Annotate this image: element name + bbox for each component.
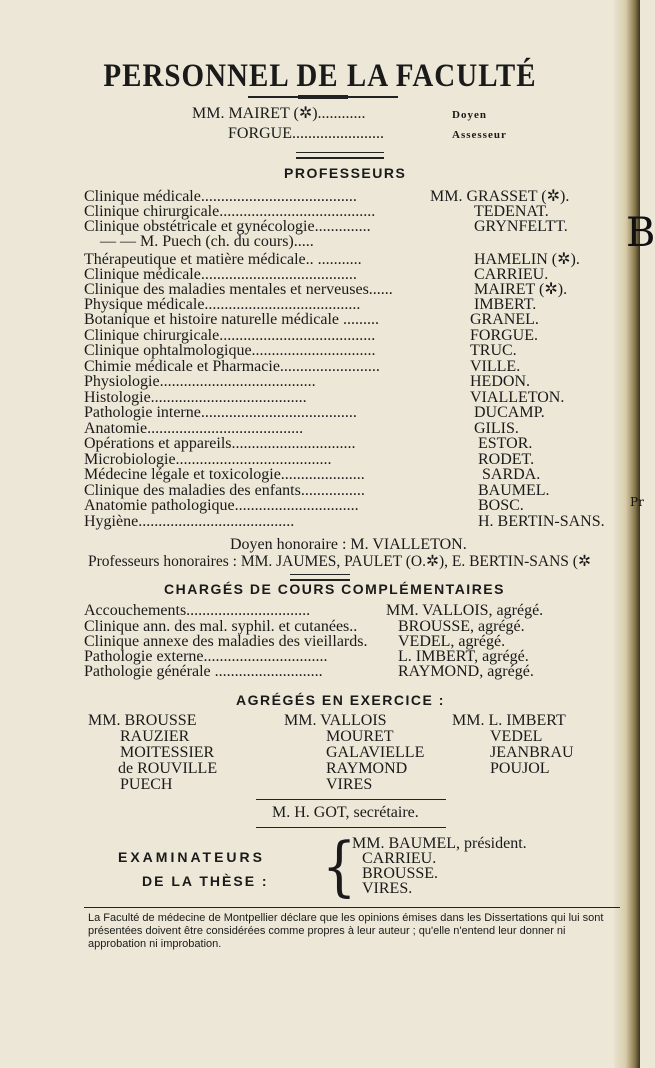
- professor-name: HEDON.: [470, 373, 530, 390]
- agrege-name: VEDEL: [490, 728, 543, 745]
- page-title: PERSONNEL DE LA FACULTÉ: [103, 58, 537, 94]
- course-label: Accouchements...............................: [84, 602, 311, 619]
- course-lecturer: RAYMOND, agrégé.: [398, 663, 534, 680]
- examiner-name: CARRIEU.: [362, 850, 437, 867]
- agrege-name: MOURET: [326, 728, 394, 745]
- chair-label: Clinique médicale.......................................: [84, 188, 357, 205]
- agreges-heading: AGRÉGÉS EN EXERCICE :: [236, 692, 445, 708]
- course-lecturer: BROUSSE, agrégé.: [398, 618, 525, 635]
- professor-name: VIALLETON.: [470, 389, 565, 406]
- course-lecturer: L. IMBERT, agrégé.: [398, 648, 529, 665]
- chair-label: Clinique obstétricale et gynécologie..............: [84, 218, 371, 235]
- course-label: Pathologie externe...............................: [84, 648, 328, 665]
- professor-name: GRYNFELTT.: [474, 218, 568, 235]
- agrege-name: POUJOL: [490, 760, 550, 777]
- professor-name: BAUMEL.: [478, 482, 550, 499]
- chair-label: — — M. Puech (ch. du cours).....: [100, 233, 314, 250]
- course-label: Pathologie générale ...........................: [84, 663, 323, 680]
- professor-name: TRUC.: [470, 342, 517, 359]
- chair-label: Microbiologie.......................................: [84, 451, 332, 468]
- chair-label: Clinique chirurgicale.......................................: [84, 327, 376, 344]
- professor-name: VILLE.: [470, 358, 521, 375]
- chair-label: Pathologie interne.......................................: [84, 404, 357, 421]
- charges-heading: CHARGÉS DE COURS COMPLÉMENTAIRES: [164, 581, 505, 597]
- footnote: La Faculté de médecine de Montpellier déclare que les opinions émises dans les Dissertations qui lui sont présentées doivent être considérées comme propres à leur auteur ; qu'elle n'entend leur donner ni approbation ni improbation.: [88, 912, 604, 950]
- title-rule: [248, 96, 398, 98]
- agrege-name: GALAVIELLE: [326, 744, 425, 761]
- examiners-heading: DE LA THÈSE :: [142, 873, 269, 889]
- footnote-rule: [84, 907, 620, 908]
- officer-left: FORGUE.......................: [228, 125, 385, 142]
- chair-label: Clinique ophtalmologique...............................: [84, 342, 376, 359]
- professors-heading: PROFESSEURS: [284, 165, 407, 181]
- section-rule: [290, 574, 350, 581]
- professor-name: ESTOR.: [478, 435, 533, 452]
- chair-label: Anatomie.......................................: [84, 420, 304, 437]
- doyen-honoraire: Doyen honoraire : M. VIALLETON.: [230, 536, 467, 553]
- professor-name: BOSC.: [478, 497, 524, 514]
- section-rule: [296, 152, 384, 159]
- professor-name: MAIRET (✲).: [474, 281, 568, 298]
- brace-icon: {: [322, 828, 357, 905]
- officer-right: Doyen: [452, 109, 487, 121]
- chair-label: Médecine légale et toxicologie.....................: [84, 466, 365, 483]
- edge-letter-b: B: [626, 210, 655, 256]
- officer-right: Assesseur: [452, 129, 507, 141]
- examiner-name: BROUSSE.: [362, 865, 439, 882]
- professor-name: DUCAMP.: [474, 404, 545, 421]
- section-rule: [256, 799, 446, 800]
- examiner-name: VIRES.: [362, 880, 413, 897]
- chair-label: Clinique des maladies mentales et nerveuses......: [84, 281, 393, 298]
- secretary: M. H. GOT, secrétaire.: [272, 804, 419, 821]
- course-lecturer: VEDEL, agrégé.: [398, 633, 506, 650]
- chair-label: Clinique des maladies des enfants................: [84, 482, 365, 499]
- chair-label: Anatomie pathologique...............................: [84, 497, 359, 514]
- agrege-name: JEANBRAU: [490, 744, 574, 761]
- chair-label: Hygiène.......................................: [84, 513, 295, 530]
- chair-label: Opérations et appareils...............................: [84, 435, 356, 452]
- course-label: Clinique ann. des mal. syphil. et cutanées..: [84, 618, 358, 635]
- chair-label: Botanique et histoire naturelle médicale .........: [84, 311, 380, 328]
- chair-label: Histologie.......................................: [84, 389, 307, 406]
- agrege-name: RAYMOND: [326, 760, 408, 777]
- chair-label: Chimie médicale et Pharmacie.........................: [84, 358, 380, 375]
- professor-name: TEDENAT.: [474, 203, 549, 220]
- agrege-name: RAUZIER: [120, 728, 190, 745]
- edge-letter-pr: Pr: [630, 495, 644, 509]
- professor-name: HAMELIN (✲).: [474, 251, 580, 268]
- course-lecturer: MM. VALLOIS, agrégé.: [386, 602, 544, 619]
- examiners-heading: EXAMINATEURS: [118, 849, 265, 865]
- agrege-name: PUECH: [120, 776, 173, 793]
- chair-label: Physique médicale.......................................: [84, 296, 361, 313]
- agrege-name: MM. BROUSSE: [88, 712, 197, 729]
- officer-left: MM. MAIRET (✲)............: [192, 105, 366, 122]
- agrege-name: VIRES: [326, 776, 373, 793]
- professeurs-honoraires: Professeurs honoraires : MM. JAUMES, PAULET (O.✲), E. BERTIN-SANS (✲: [88, 553, 591, 570]
- chair-label: Thérapeutique et matière médicale.. ...........: [84, 251, 362, 268]
- professor-name: CARRIEU.: [474, 266, 549, 283]
- chair-label: Clinique chirurgicale.......................................: [84, 203, 376, 220]
- professor-name: FORGUE.: [470, 327, 539, 344]
- chair-label: Clinique médicale.......................................: [84, 266, 357, 283]
- agrege-name: MM. VALLOIS: [284, 712, 387, 729]
- professor-name: IMBERT.: [474, 296, 537, 313]
- professor-name: GILIS.: [474, 420, 519, 437]
- professor-name: RODET.: [478, 451, 535, 468]
- agrege-name: MOITESSIER: [120, 744, 215, 761]
- professor-name: GRANEL.: [470, 311, 539, 328]
- agrege-name: de ROUVILLE: [118, 760, 218, 777]
- professor-name: MM. GRASSET (✲).: [430, 188, 570, 205]
- professor-name: H. BERTIN-SANS.: [478, 513, 605, 530]
- chair-label: Physiologie.......................................: [84, 373, 316, 390]
- course-label: Clinique annexe des maladies des vieillards.: [84, 633, 368, 650]
- examiner-name: MM. BAUMEL, président.: [352, 835, 527, 852]
- professor-name: SARDA.: [482, 466, 541, 483]
- agrege-name: MM. L. IMBERT: [452, 712, 566, 729]
